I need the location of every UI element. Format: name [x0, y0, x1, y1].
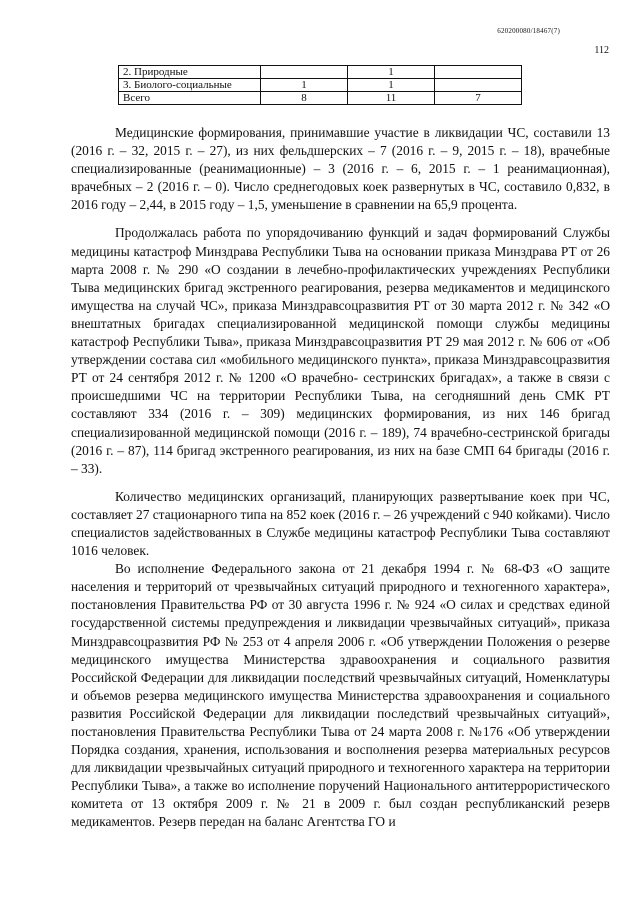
table-cell: 3. Биолого-социальные [119, 79, 261, 92]
table-cell [435, 79, 522, 92]
paragraph: Количество медицинских организаций, планирующих развертывание коек при ЧС, составляет 27 стационарного типа на 852 коек (2016 г. – 26 учреждений с 940 койками). Число специалистов задействованных в Службе медицины катастроф Республики Тыва составляют 1016 человек. [71, 488, 610, 559]
page-number: 112 [594, 45, 609, 56]
table-cell: 11 [348, 92, 435, 105]
paragraph: Во исполнение Федерального закона от 21 декабря 1994 г. № 68-ФЗ «О защите населения и территорий от чрезвычайных ситуаций природного и техногенного характера», постановления Правительства РФ от 30 августа 1996 г. № 924 «О силах и средствах единой государственной системы предупреждения и ликвидации чрезвычайных ситуаций», приказа Минздравсоцразвития РФ № 253 от 4 апреля 2006 г. «Об утверждении Положения о резерве медицинского имущества Министерства здравоохранения и социального развития Российской Федерации для ликвидации последствий чрезвычайных ситуаций, Номенклатуры и объемов резерва медицинского имущества Министерства здравоохранения и социального развития Российской Федерации для ликвидации последствий чрезвычайных ситуаций», постановления Правительства Республики Тыва от 24 марта 2008 г. №176 «Об утверждении Порядка создания, хранения, использования и восполнения резерва материальных ресурсов для ликвидации чрезвычайных ситуаций природного и техногенного характера на территории Республики Тыва», а также во исполнение поручений Национального антитеррористического комитета от 13 октября 2009 г. № 21 в 2009 г. был создан республиканский резерв медикаментов. Резерв передан на баланс Агентства ГО и [71, 561, 610, 830]
emergency-stats-table [118, 65, 522, 105]
table-cell: 1 [348, 79, 435, 92]
table-cell: 8 [261, 92, 348, 105]
table-cell [261, 66, 348, 79]
table-cell: 7 [435, 92, 522, 105]
paragraph: Медицинские формирования, принимавшие участие в ликвидации ЧС, составили 13 (2016 г. – 32, 2015 г. – 27), из них фельдшерских – 7 (2016 г. – 9, 2015 г. – 18), врачебные специализированные (реанимационные) – 3 (2016 г. – 6, 2015 г. – 1 реанимационная), врачебных – 2 (2016 г. – 0). Число среднегодовых коек развернутых в ЧС, составило 0,832, в 2016 году – 2,44, в 2015 году – 1,5, уменьшение в сравнении на 65,9 процента. [71, 125, 610, 213]
table-cell: 1 [348, 66, 435, 79]
table-cell: 2. Природные [119, 66, 261, 79]
document-body [71, 124, 610, 832]
paragraph: Продолжалась работа по упорядочиванию функций и задач формирований Службы медицины катастроф Минздрава Республики Тыва на основании приказа Минздрава РТ от 26 марта 2008 г. № 290 «О создании в лечебно-профилактических учреждениях Республики Тыва медицинских бригад экстренного реагирования, резерва медикаментов и медицинского имущества на случай ЧС», приказа Минздравсоцразвития РТ от 30 марта 2012 г. № 342 «О внештатных бригадах специализированной медицинской помощи службы медицины катастроф Республики Тыва», приказа Минздравсоцразвития РТ 29 мая 2012 г. № 606 от «Об утверждении состава сил «мобильного медицинского пункта», приказа Минздравсоцразвития РТ от 24 сентября 2012 г. № 1200 «О врачебно- сестринских бригадах», а также в связи с происшедшими ЧС на территории Республики Тыва, на сегодняшний день СМК РТ составляют 334 (2016 г. – 309) медицинских формирования, из них 146 бригад специализированной медицинской помощи (2016 г. – 189), 74 врачебно-сестринской бригады (2016 г. – 87), 114 бригад экстренного реагирования, из них на базе СМП 64 бригады (2016 г. – 33). [71, 225, 610, 476]
table-row [119, 92, 522, 105]
table-row [119, 79, 522, 92]
table-cell: Всего [119, 92, 261, 105]
document-id: 620200080/18467(7) [497, 27, 560, 35]
table-cell [435, 66, 522, 79]
table-row [119, 66, 522, 79]
table-cell: 1 [261, 79, 348, 92]
